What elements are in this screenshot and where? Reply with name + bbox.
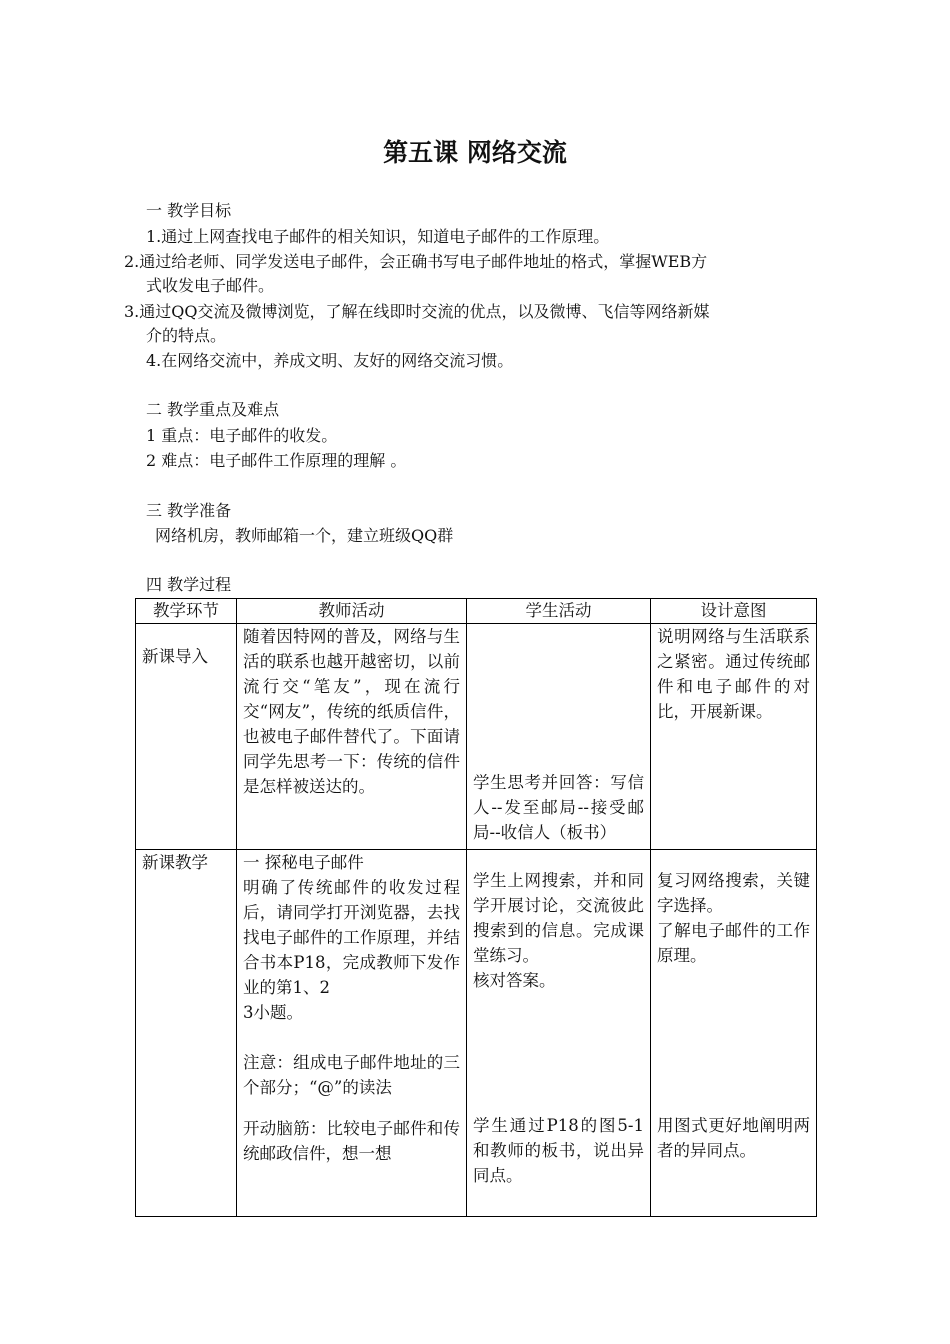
row2-teacher [237,850,467,1217]
row2-intent-p1b: 了解电子邮件的工作原理。 [657,921,810,965]
page-title: 第五课 网络交流 [383,138,567,167]
row2-teacher-p3: 开动脑筋：比较电子邮件和传统邮政信件，想一想 [243,1119,460,1163]
keypoints-heading: 二 教学重点及难点 [146,400,280,419]
prep-text: 网络机房，教师邮箱一个，建立班级QQ群 [155,526,454,545]
header-student: 学生活动 [467,599,651,624]
row2-intent-p2: 用图式更好地阐明两者的异同点。 [657,1116,810,1160]
row2-teacher-title: 一 探秘电子邮件 [243,853,364,872]
row1-student: 学生思考并回答：写信人--发至邮局--接受邮局--收信人（板书） [467,624,651,850]
row2-student-p2: 学生通过P18的图5-1和教师的板书，说出异同点。 [473,1116,644,1185]
table-row [136,850,817,1217]
goal-item-3: 3.通过QQ交流及微博浏览，了解在线即时交流的优点，以及微博、飞信等网络新媒 [124,302,710,321]
row2-intent-p1: 复习网络搜索，关键字选择。 [657,871,810,915]
row2-student-p1: 学生上网搜索，并和同学开展讨论，交流彼此搜索到的信息。完成课堂练习。 [473,871,644,965]
row2-student [467,850,651,1217]
process-heading: 四 教学过程 [146,575,232,594]
goal-item-4: 4.在网络交流中，养成文明、友好的网络交流习惯。 [146,351,514,370]
header-teacher: 教师活动 [237,599,467,624]
goal-item-1: 1.通过上网查找电子邮件的相关知识，知道电子邮件的工作原理。 [146,227,610,246]
row2-teacher-p1: 明确了传统邮件的收发过程后，请同学打开浏览器，去找找电子邮件的工作原理，并结合书本P18，完成教师下发作业的第1、2 [243,878,460,997]
row1-intent: 说明网络与生活联系之紧密。通过传统邮件和电子邮件的对比，开展新课。 [651,624,817,850]
header-intent: 设计意图 [651,599,817,624]
row1-teacher: 随着因特网的普及，网络与生活的联系也越开越密切，以前流行交“笔友”，现在流行交“网友”，传统的纸质信件，也被电子邮件替代了。下面请同学先思考一下：传统的信件是怎样被送达的。 [237,624,467,850]
row2-student-p1b: 核对答案。 [473,971,556,990]
prep-heading: 三 教学准备 [146,501,232,520]
goal-item-2-cont: 式收发电子邮件。 [146,276,275,295]
goal-item-3-cont: 介的特点。 [146,326,227,345]
row2-intent [651,850,817,1217]
row2-teacher-p2: 注意：组成电子邮件地址的三个部分；“@”的读法 [243,1053,460,1097]
row2-teacher-p1b: 3小题。 [243,1003,303,1022]
header-stage: 教学环节 [136,599,237,624]
keypoint-item-2: 2 难点：电子邮件工作原理的理解 。 [146,451,407,470]
keypoint-item-1: 1 重点：电子邮件的收发。 [146,426,338,445]
row1-stage: 新课导入 [136,624,237,850]
process-table [135,598,817,1217]
table-row [136,624,817,850]
row2-stage: 新课教学 [136,850,237,1217]
goals-heading: 一 教学目标 [146,201,232,220]
table-header-row [136,599,817,624]
goal-item-2: 2.通过给老师、同学发送电子邮件，会正确书写电子邮件地址的格式，掌握WEB方 [124,252,708,271]
